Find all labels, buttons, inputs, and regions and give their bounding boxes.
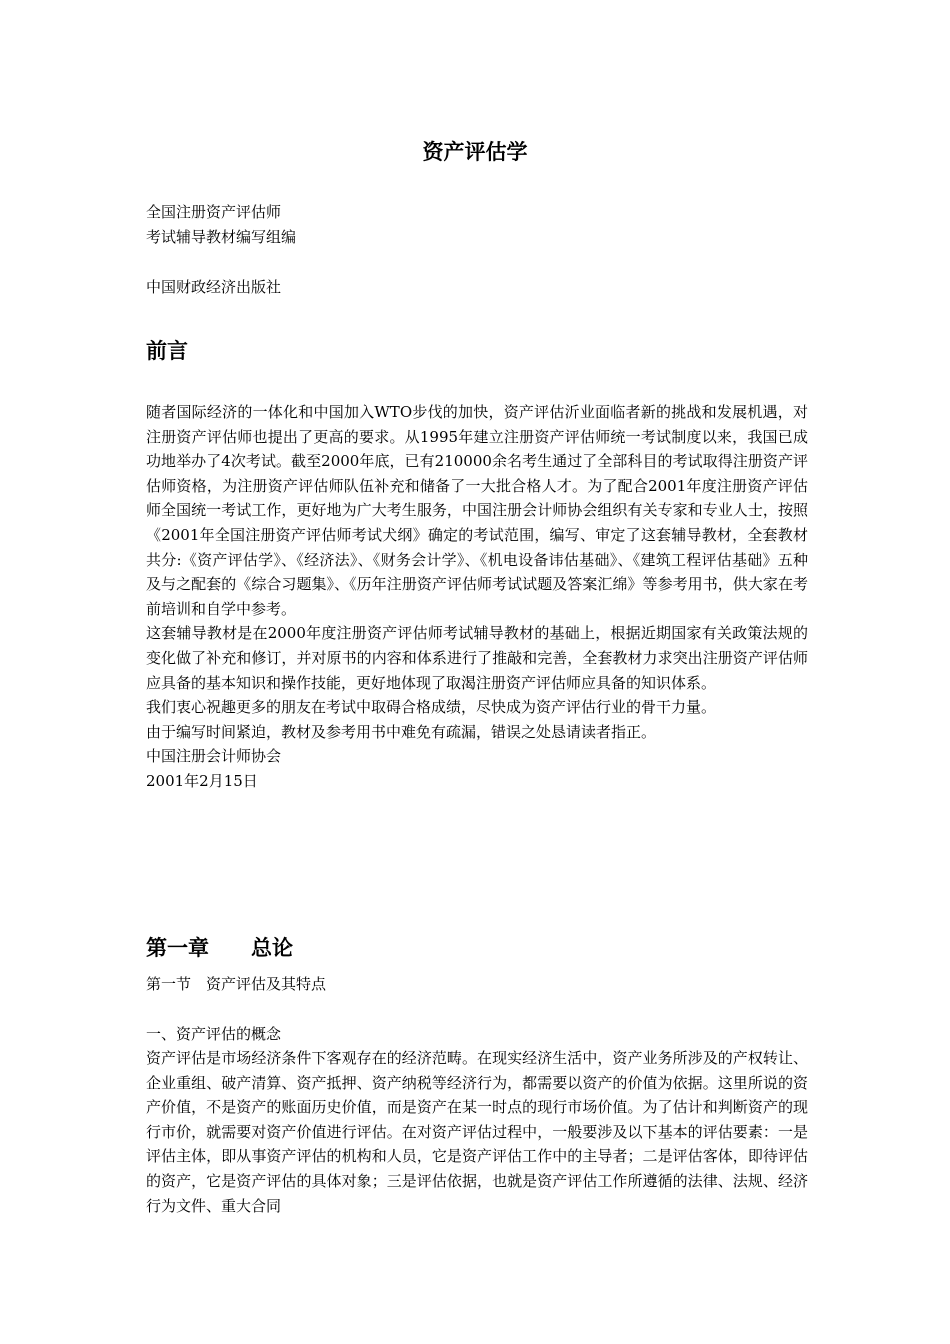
preface-paragraph: 这套辅导教材是在2000年度注册资产评估师考试辅导教材的基础上，根据近期国家有关政策法规的变化做了补充和修订，并对原书的内容和体系进行了推敲和完善，全套教材力求突出注册资产评估师应具备的基本知识和操作技能，更好地体现了取渴注册资产评估师应具备的知识体系。 [146,624,808,692]
chapter-body [146,1046,808,1218]
publisher: 中国财政经济出版社 [146,278,282,296]
preface-paragraph: 由于编写时间紧迫，教材及参考用书中难免有疏漏，错误之处恳请读者指正。 [146,722,657,741]
book-title: 资产评估学 [422,139,528,164]
chapter-heading: 第一章 总论 [146,935,293,960]
preface-date: 2001年2月15日 [146,771,258,790]
section-heading: 第一节 资产评估及其特点 [146,975,327,993]
preface-paragraph: 我们衷心祝趣更多的朋友在考试中取碍合格成绩，尽快成为资产评估行业的骨干力量。 [146,698,717,717]
chapter-paragraph: 资产评估是市场经济条件下客观存在的经济范畴。在现实经济生活中，资产业务所涉及的产权转让、企业重组、破产清算、资产抵押、资产纳税等经济行为，都需要以资产的价值为依据。这里所说的资产价值，不是资产的账面历史价值，而是资产在某一时点的现行市场价值。为了估计和判断资产的现行市价，就需要对资产价值进行评估。在对资产评估过程中，一般要涉及以下基本的评估要素：一是评估主体，即从事资产评估的机构和人员，它是资产评估工作中的主导者；二是评估客体，即待评估的资产，它是资产评估的具体对象；三是评估依据，也就是资产评估工作所遵循的法律、法规、经济行为文件、重大合同 [146,1049,808,1215]
preface-body [146,400,808,794]
preface-paragraph: 随者国际经济的一体化和中国加入WTO步伐的加快，资产评估沂业面临者新的挑战和发展机遇，对注册资产评估师也提出了更高的要求。从1995年建立注册资产评估师统一考试制度以来，我国已成功地举办了4次考试。截至2000年底，已有210000余名考生通过了全部科目的考试取得注册资产评估师资格，为注册资产评估师队伍补充和储备了一大批合格人才。为了配合2001年度注册资产评估师全国统一考试工作，更好地为广大考生服务，中国注册会计师协会组织有关专家和专业人士，按照《2001年全国注册资产评估师考试犬纲》确定的考试范围，编写、审定了这套辅导教材，全套教材共分:《资产评估学》、《经济法》、《财务会计学》、《机电设备讳估基础》、《建筑工程评估基础》五种及与之配套的《综合习题集》、《历年注册资产评估师考试试题及答案汇绵》等参考用书，供大家在考前培训和自学中参考。 [146,403,808,618]
preface-signature: 中国注册会计师协会 [146,747,282,766]
subsection-heading: 一、资产评估的概念 [146,1025,282,1043]
preface-heading: 前言 [146,338,188,363]
author-line-1: 全国注册资产评估师 [146,203,282,221]
author-line-2: 考试辅导教材编写组编 [146,228,297,246]
